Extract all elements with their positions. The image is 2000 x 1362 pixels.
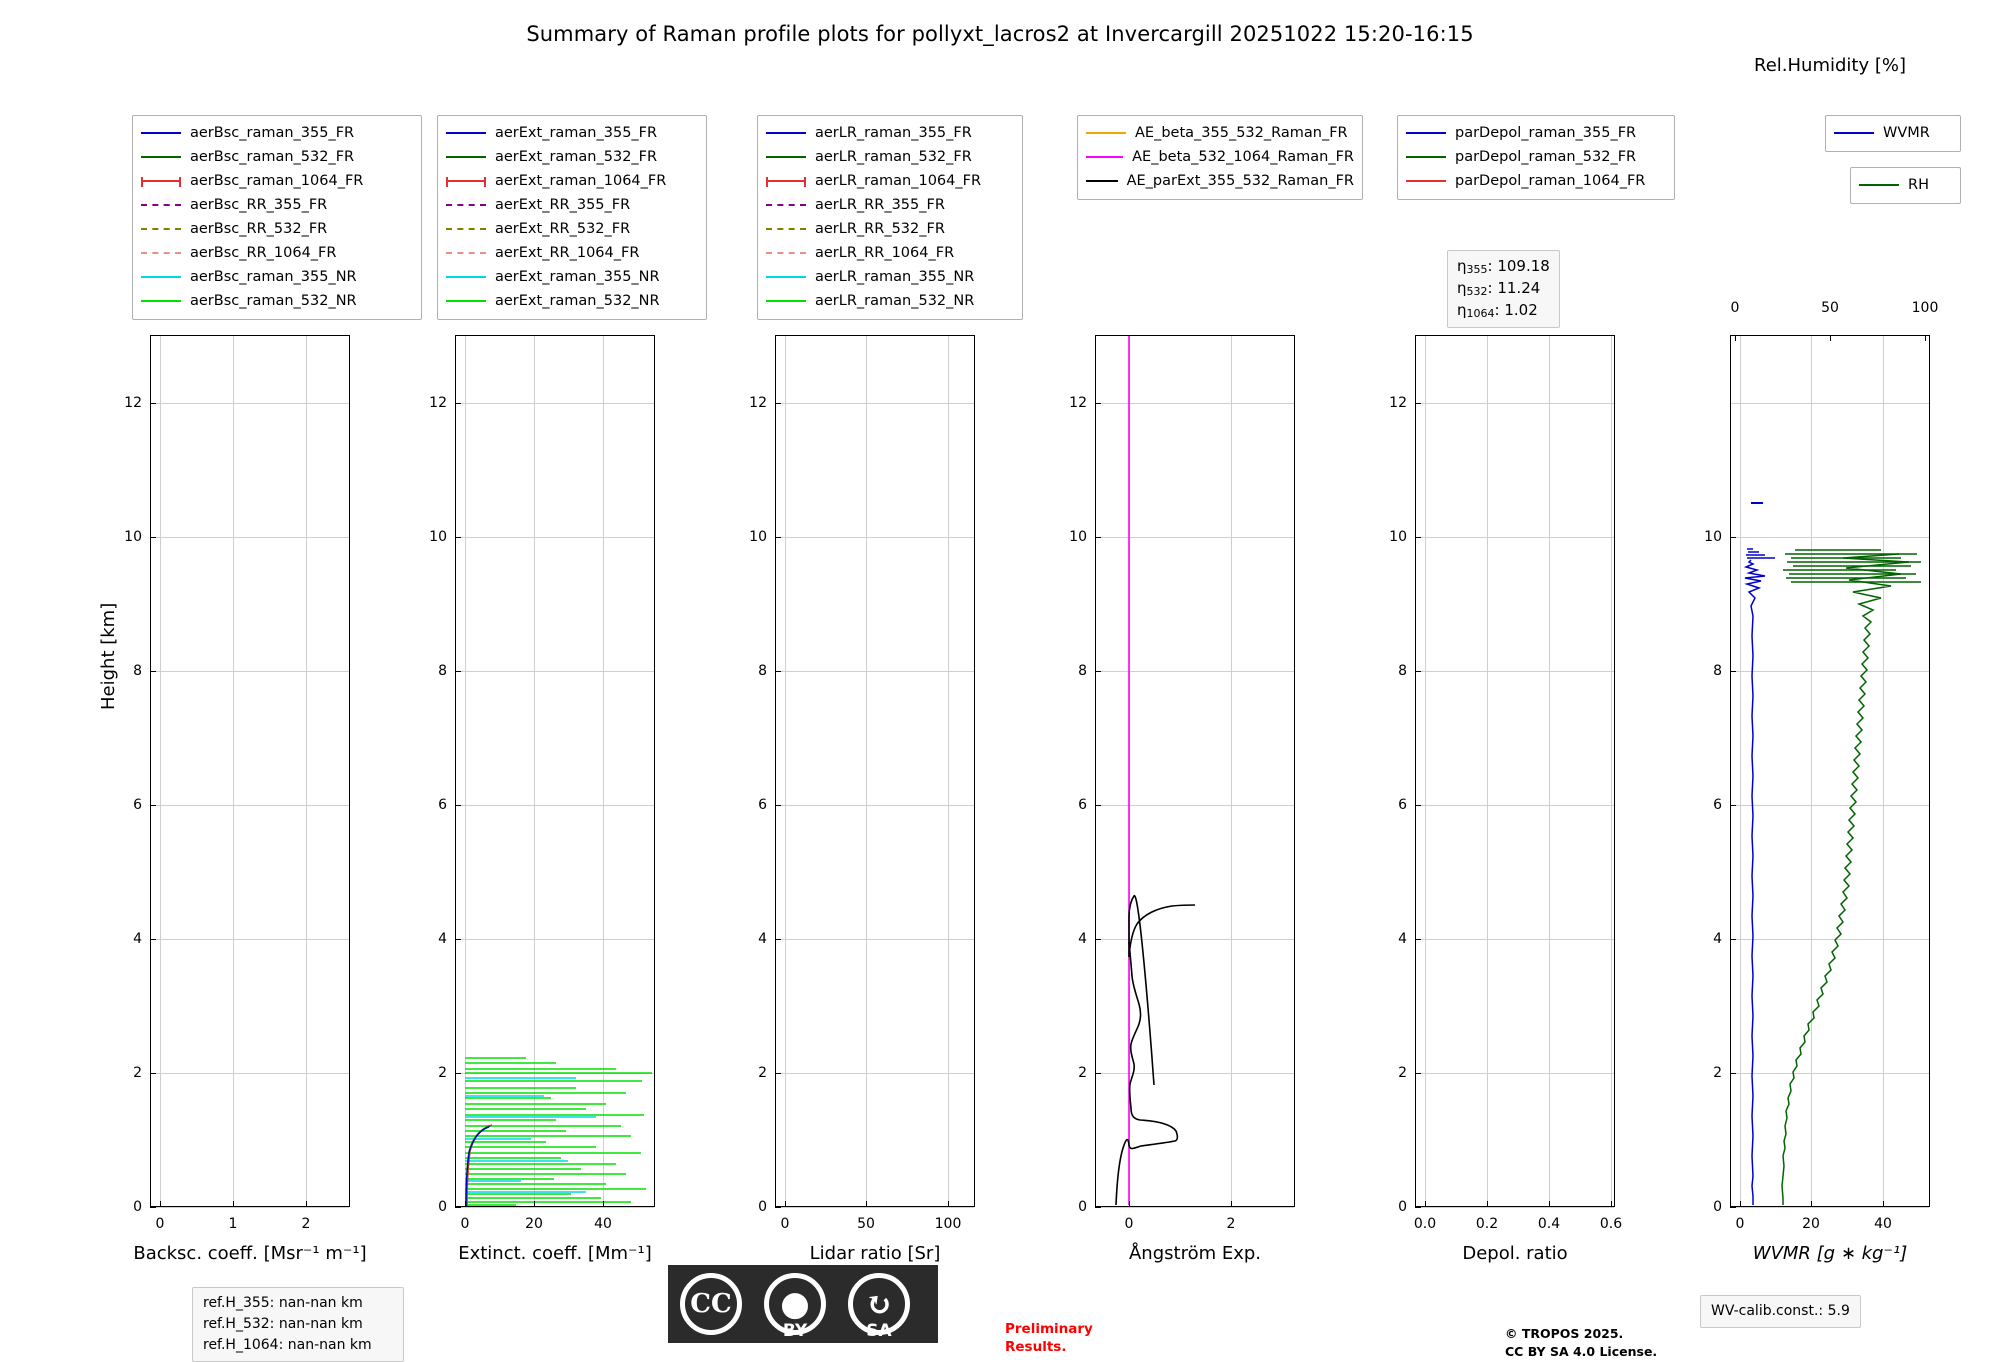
legend-label: aerExt_RR_1064_FR [495, 244, 640, 261]
legend-label: aerBsc_RR_1064_FR [190, 244, 337, 261]
legend-swatch [1086, 156, 1123, 158]
y-tick: 2 [133, 1065, 142, 1081]
wvmr-rh-data-lines [1731, 336, 1929, 1206]
panel-backscatter [98, 115, 367, 1264]
x-tick: 0 [1124, 1216, 1134, 1232]
y-tick: 6 [1398, 797, 1407, 813]
y-axis-label: Height [km] [98, 602, 119, 710]
eta-value: 109.18 [1497, 257, 1550, 275]
legend-label: WVMR [1883, 124, 1930, 141]
y-tick: 8 [438, 663, 447, 679]
legend-rh [1850, 167, 1961, 204]
x-tick: 0 [780, 1216, 790, 1232]
panel-depol-ratio [1389, 115, 1646, 1264]
y-tick: 10 [124, 529, 142, 545]
y-tick: 10 [1069, 529, 1087, 545]
legend-label: aerLR_raman_532_NR [815, 292, 975, 309]
plot-area-extinction [429, 335, 655, 1232]
legend-swatch [446, 300, 486, 302]
legend-swatch [766, 132, 806, 134]
legend-label: AE_beta_532_1064_Raman_FR [1132, 148, 1354, 165]
legend-label: aerLR_raman_355_NR [815, 268, 975, 285]
legend-swatch [141, 252, 181, 254]
y-tick: 12 [749, 395, 767, 411]
eta-subscript: 1064 [1466, 306, 1495, 320]
x-tick: 100 [934, 1216, 962, 1232]
legend-swatch [1406, 132, 1446, 134]
plot-area-lidar-ratio [749, 335, 975, 1232]
panel-lidar-ratio [749, 115, 982, 1264]
y-tick: 8 [1078, 663, 1087, 679]
x-tick: 20 [1802, 1216, 1820, 1232]
extinction-data-lines [456, 336, 654, 1206]
legend-depol-ratio [1397, 115, 1675, 200]
x-axis-label: Ångström Exp. [1128, 1243, 1262, 1264]
ref-height-532: ref.H_532: nan-nan km [203, 1316, 363, 1332]
y-tick: 2 [758, 1065, 767, 1081]
legend-label: aerLR_RR_1064_FR [815, 244, 955, 261]
top-x-tick: 0 [1730, 300, 1740, 316]
top-x-tick: 50 [1821, 300, 1839, 316]
legend-swatch [1406, 180, 1446, 182]
x-tick: 2 [301, 1216, 311, 1232]
y-tick: 6 [133, 797, 142, 813]
legend-label: parDepol_raman_532_FR [1455, 148, 1637, 165]
y-tick: 8 [133, 663, 142, 679]
tropos-line2: CC BY SA 4.0 License. [1505, 1344, 1658, 1360]
panel-wvmr-rh [1704, 55, 1939, 1264]
x-axis-label: Lidar ratio [Sr] [809, 1243, 941, 1264]
x-tick: 0.2 [1475, 1216, 1499, 1232]
legend-swatch [766, 276, 806, 278]
panel-extinction [429, 115, 667, 1264]
preliminary-line1: Preliminary [1005, 1321, 1093, 1337]
y-tick: 6 [438, 797, 447, 813]
y-tick: 10 [749, 529, 767, 545]
eta-value: 1.02 [1504, 300, 1538, 319]
eta-subscript: 532 [1466, 284, 1488, 298]
legend-label: aerExt_raman_355_NR [495, 268, 660, 285]
y-tick: 12 [124, 395, 142, 411]
cc-label: BY [782, 1321, 808, 1341]
legend-label: parDepol_raman_1064_FR [1455, 172, 1646, 189]
x-axis-label: Backsc. coeff. [Msr⁻¹ m⁻¹] [133, 1243, 367, 1264]
legend-label: aerLR_RR_355_FR [815, 196, 945, 213]
y-tick: 0 [438, 1199, 447, 1215]
legend-swatch [446, 276, 486, 278]
x-tick: 2 [1226, 1216, 1236, 1232]
legend-swatch [1086, 132, 1126, 134]
preliminary-notice [1005, 1320, 1093, 1356]
legend-label: aerBsc_RR_355_FR [190, 196, 328, 213]
preliminary-line2: Results. [1005, 1339, 1067, 1356]
angstroem-data-lines [1096, 336, 1294, 1206]
legend-swatch [141, 132, 181, 134]
wv-calibration-box [1700, 1295, 1861, 1328]
legend-swatch [446, 204, 486, 206]
x-tick: 0.6 [1599, 1216, 1623, 1232]
y-tick: 0 [1713, 1199, 1722, 1215]
x-axis-label: WVMR [g ∗ kg⁻¹] [1752, 1243, 1908, 1264]
plot-area-depol-ratio [1389, 335, 1623, 1232]
legend-angstroem [1077, 115, 1363, 200]
x-tick: 1 [228, 1216, 238, 1232]
y-tick: 6 [1078, 797, 1087, 813]
legend-swatch [141, 180, 181, 182]
page-title: Summary of Raman profile plots for pollyxt_lacros2 at Invercargill 20251022 15:20-16:15 [526, 22, 1474, 46]
y-tick: 12 [429, 395, 447, 411]
x-tick: 0 [1735, 1216, 1745, 1232]
legend-label: aerExt_raman_532_FR [495, 148, 658, 165]
x-tick: 0.4 [1537, 1216, 1561, 1232]
legend-lidar-ratio [757, 115, 1023, 320]
cc-icon: CC [680, 1273, 742, 1335]
legend-label: aerBsc_raman_532_NR [190, 292, 357, 309]
legend-swatch [446, 180, 486, 182]
x-tick: 0 [460, 1216, 470, 1232]
plot-area-backscatter [124, 335, 350, 1232]
legend-label: AE_beta_355_532_Raman_FR [1135, 124, 1348, 141]
legend-swatch [141, 204, 181, 206]
eta-value: 11.24 [1497, 278, 1541, 297]
legend-label: aerLR_raman_1064_FR [815, 172, 982, 189]
legend-swatch [141, 300, 181, 302]
legend-swatch [446, 156, 486, 158]
x-tick: 40 [594, 1216, 612, 1232]
legend-swatch [446, 132, 486, 134]
x-tick: 20 [525, 1216, 543, 1232]
y-tick: 2 [438, 1065, 447, 1081]
y-tick: 8 [1713, 663, 1722, 679]
cc-by-icon: ● [764, 1273, 826, 1335]
legend-label: aerBsc_RR_532_FR [190, 220, 328, 237]
legend-label: aerExt_RR_532_FR [495, 220, 631, 237]
y-tick: 12 [1389, 395, 1407, 411]
creative-commons-logo [668, 1265, 938, 1343]
eta-symbol: η [1457, 278, 1467, 297]
y-tick: 8 [758, 663, 767, 679]
y-tick: 4 [1398, 931, 1407, 947]
legend-backscatter [132, 115, 422, 320]
y-tick: 4 [1078, 931, 1087, 947]
legend-swatch [766, 228, 806, 230]
legend-label: aerLR_raman_355_FR [815, 124, 972, 141]
top-x-tick: 100 [1911, 300, 1939, 316]
legend-swatch [766, 156, 806, 158]
x-tick: 40 [1874, 1216, 1892, 1232]
plot-area-wvmr-rh [1704, 300, 1939, 1232]
ref-height-355: ref.H_355: nan-nan km [203, 1295, 363, 1311]
legend-label: aerBsc_raman_355_NR [190, 268, 357, 285]
plot-area-angstroem [1069, 335, 1295, 1232]
legend-swatch [766, 180, 806, 182]
y-tick: 0 [1398, 1199, 1407, 1215]
cc-label: SA [866, 1321, 892, 1341]
legend-swatch [1086, 180, 1118, 182]
legend-swatch [766, 300, 806, 302]
y-tick: 2 [1078, 1065, 1087, 1081]
legend-label: AE_parExt_355_532_Raman_FR [1126, 172, 1354, 189]
legend-label: RH [1908, 176, 1929, 193]
legend-label: aerLR_RR_532_FR [815, 220, 945, 237]
top-axis-label: Rel.Humidity [%] [1754, 55, 1906, 76]
legend-swatch [446, 252, 486, 254]
eta-symbol: η [1457, 257, 1467, 275]
legend-label: parDepol_raman_355_FR [1455, 124, 1637, 141]
y-tick: 0 [133, 1199, 142, 1215]
eta-subscript: 355 [1466, 263, 1488, 276]
x-axis-label: Extinct. coeff. [Mm⁻¹] [458, 1243, 652, 1264]
legend-extinction [437, 115, 707, 320]
legend-label: aerExt_RR_355_FR [495, 196, 631, 213]
y-tick: 2 [1713, 1065, 1722, 1081]
legend-swatch [141, 228, 181, 230]
y-tick: 0 [1078, 1199, 1087, 1215]
legend-label: aerExt_raman_355_FR [495, 124, 658, 141]
y-tick: 10 [429, 529, 447, 545]
legend-label: aerLR_raman_532_FR [815, 148, 972, 165]
x-tick: 0 [155, 1216, 165, 1232]
legend-swatch [446, 228, 486, 230]
y-tick: 4 [438, 931, 447, 947]
cc-sa-icon: ↻ [848, 1273, 910, 1335]
x-axis-label: Depol. ratio [1462, 1243, 1568, 1264]
tropos-line1: © TROPOS 2025. [1505, 1326, 1624, 1341]
y-tick: 2 [1398, 1065, 1407, 1081]
y-tick: 10 [1704, 529, 1722, 545]
eta-symbol: η [1457, 300, 1467, 319]
legend-swatch [766, 204, 806, 206]
legend-label: aerBsc_raman_1064_FR [190, 172, 364, 189]
y-tick: 4 [758, 931, 767, 947]
panel-angstroem [1069, 115, 1354, 1264]
eta-annotation-box: η355: 109.18 η532: 11.24 η1064: 1.02 [1447, 250, 1560, 328]
y-tick: 0 [758, 1199, 767, 1215]
legend-swatch [141, 156, 181, 158]
legend-wvmr [1825, 115, 1961, 152]
y-tick: 4 [133, 931, 142, 947]
y-tick: 10 [1389, 529, 1407, 545]
wv-calib-value: WV-calib.const.: 5.9 [1711, 1303, 1850, 1319]
y-tick: 12 [1069, 395, 1087, 411]
x-tick: 0.0 [1413, 1216, 1437, 1232]
y-tick: 4 [1713, 931, 1722, 947]
ref-height-1064: ref.H_1064: nan-nan km [203, 1337, 372, 1353]
legend-swatch [1859, 184, 1899, 186]
legend-swatch [141, 276, 181, 278]
x-tick: 50 [857, 1216, 875, 1232]
legend-label: aerExt_raman_1064_FR [495, 172, 667, 189]
legend-label: aerExt_raman_532_NR [495, 292, 660, 309]
y-tick: 6 [758, 797, 767, 813]
y-tick: 8 [1398, 663, 1407, 679]
legend-swatch [1406, 156, 1446, 158]
y-tick: 6 [1713, 797, 1722, 813]
reference-height-box [192, 1287, 404, 1362]
legend-swatch [1834, 132, 1874, 134]
legend-label: aerBsc_raman_355_FR [190, 124, 355, 141]
legend-label: aerBsc_raman_532_FR [190, 148, 355, 165]
legend-swatch [766, 252, 806, 254]
tropos-credit [1505, 1325, 1657, 1361]
